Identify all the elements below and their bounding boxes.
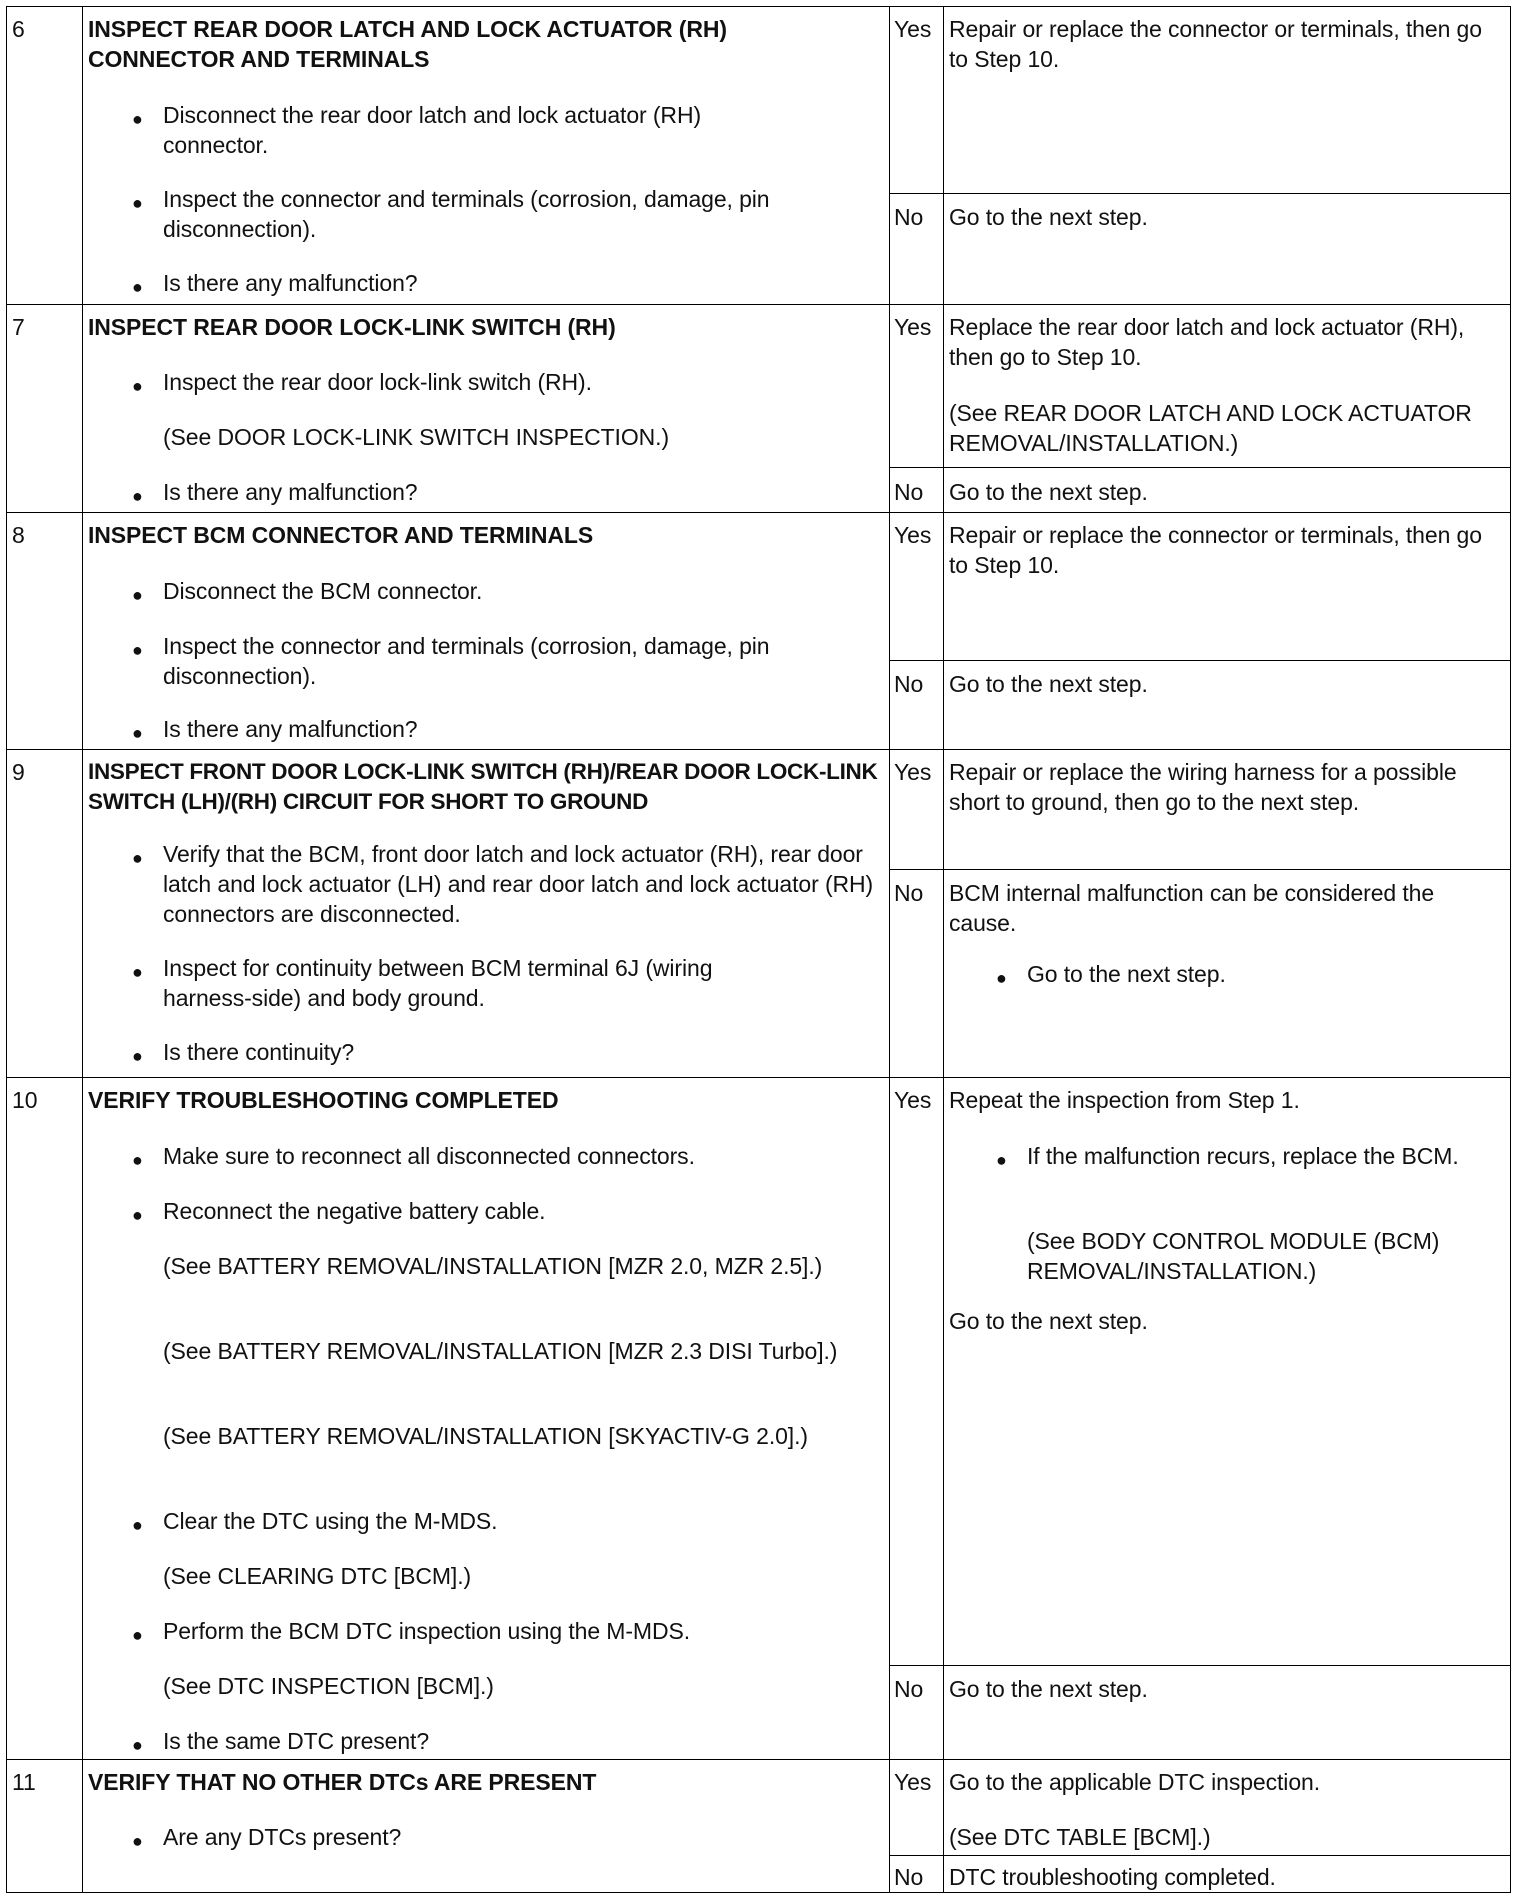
- no-action: Go to the next step.: [949, 1676, 1148, 1702]
- bullet-icon: ●: [132, 585, 143, 605]
- yes-no-divider: [889, 869, 1511, 870]
- bullet-icon: ●: [132, 1735, 143, 1755]
- column-divider: [82, 6, 83, 1893]
- no-label: No: [894, 204, 924, 230]
- no-action: Go to the next step.: [949, 204, 1148, 230]
- row-divider: [6, 1077, 1511, 1078]
- bullet-icon: ●: [132, 723, 143, 743]
- step-number: 10: [12, 1087, 38, 1113]
- reference-text: (See REAR DOOR LATCH AND LOCK ACTUATOR REMOVAL/INSTALLATION.): [949, 400, 1472, 456]
- step-title: VERIFY THAT NO OTHER DTCs ARE PRESENT: [88, 1769, 597, 1795]
- yes-no-divider: [889, 1855, 1511, 1856]
- no-label: No: [894, 671, 924, 697]
- row-divider: [6, 749, 1511, 750]
- reference-text: (See DOOR LOCK-LINK SWITCH INSPECTION.): [163, 424, 669, 450]
- step-item: Make sure to reconnect all disconnected connectors.: [163, 1143, 695, 1169]
- no-label: No: [894, 479, 924, 505]
- yes-label: Yes: [894, 1087, 932, 1113]
- bullet-icon: ●: [132, 193, 143, 213]
- row-divider: [6, 1759, 1511, 1760]
- step-item: Is there any malfunction?: [163, 716, 418, 742]
- yes-no-divider: [889, 1665, 1511, 1666]
- step-item: Inspect the connector and terminals (corrosion, damage, pin disconnection).: [163, 633, 770, 689]
- step-item: Perform the BCM DTC inspection using the M-MDS.: [163, 1618, 691, 1644]
- no-action: Go to the next step.: [949, 479, 1148, 505]
- yes-no-divider: [889, 467, 1511, 468]
- step-number: 8: [12, 522, 25, 548]
- step-item: Clear the DTC using the M-MDS.: [163, 1508, 498, 1534]
- yes-action: Repair or replace the wiring harness for a possible short to ground, then go to the next step.: [949, 759, 1457, 815]
- no-label: No: [894, 1864, 924, 1890]
- reference-text: (See DTC TABLE [BCM].): [949, 1824, 1211, 1850]
- step-title: INSPECT REAR DOOR LATCH AND LOCK ACTUATOR (RH) CONNECTOR AND TERMINALS: [88, 16, 727, 72]
- row-divider: [6, 512, 1511, 513]
- step-title: INSPECT REAR DOOR LOCK-LINK SWITCH (RH): [88, 314, 616, 340]
- reference-text: (See BATTERY REMOVAL/INSTALLATION [MZR 2.3 DISI Turbo].): [163, 1338, 838, 1364]
- step-title: INSPECT FRONT DOOR LOCK-LINK SWITCH (RH)/REAR DOOR LOCK-LINK SWITCH (LH)/(RH) CIRCUIT FOR SHORT TO GROUND: [88, 759, 878, 814]
- step-title: INSPECT BCM CONNECTOR AND TERMINALS: [88, 522, 594, 548]
- reference-text: (See BATTERY REMOVAL/INSTALLATION [MZR 2.0, MZR 2.5].): [163, 1253, 823, 1279]
- yes-action: Repeat the inspection from Step 1.: [949, 1087, 1300, 1113]
- yes-no-divider: [889, 193, 1511, 194]
- step-number: 9: [12, 759, 25, 785]
- step-item: Inspect the connector and terminals (corrosion, damage, pin disconnection).: [163, 186, 770, 242]
- yes-action: Repair or replace the connector or terminals, then go to Step 10.: [949, 16, 1482, 72]
- reference-text: (See BODY CONTROL MODULE (BCM) REMOVAL/INSTALLATION.): [1027, 1228, 1440, 1284]
- step-item: Inspect the rear door lock-link switch (RH).: [163, 369, 592, 395]
- bullet-icon: ●: [132, 277, 143, 297]
- step-item: Disconnect the BCM connector.: [163, 578, 483, 604]
- bullet-icon: ●: [132, 1625, 143, 1645]
- bullet-icon: ●: [996, 1150, 1007, 1170]
- step-number: 7: [12, 314, 25, 340]
- reference-text: (See CLEARING DTC [BCM].): [163, 1563, 472, 1589]
- yes-action: Go to the applicable DTC inspection.: [949, 1769, 1320, 1795]
- row-divider: [6, 304, 1511, 305]
- bullet-icon: ●: [996, 968, 1007, 988]
- bullet-icon: ●: [132, 1205, 143, 1225]
- step-item: Is there any malfunction?: [163, 270, 418, 296]
- step-item: Disconnect the rear door latch and lock actuator (RH) connector.: [163, 102, 702, 158]
- step-item: Verify that the BCM, front door latch and lock actuator (RH), rear door latch and lock actuator (LH) and rear door latch and lock actuator (RH) connectors are disconnected.: [163, 841, 874, 927]
- yes-label: Yes: [894, 1769, 932, 1795]
- step-number: 11: [12, 1769, 36, 1795]
- column-divider: [943, 6, 944, 1893]
- reference-text: (See BATTERY REMOVAL/INSTALLATION [SKYACTIV-G 2.0].): [163, 1423, 808, 1449]
- step-number: 6: [12, 16, 25, 42]
- step-item: Is there continuity?: [163, 1039, 355, 1065]
- step-title: VERIFY TROUBLESHOOTING COMPLETED: [88, 1087, 559, 1113]
- no-action: DTC troubleshooting completed.: [949, 1864, 1276, 1890]
- yes-bullet-item: If the malfunction recurs, replace the BCM.: [1027, 1143, 1459, 1169]
- bullet-icon: ●: [132, 640, 143, 660]
- reference-text: (See DTC INSPECTION [BCM].): [163, 1673, 494, 1699]
- no-bullet-item: Go to the next step.: [1027, 961, 1226, 987]
- step-item: Reconnect the negative battery cable.: [163, 1198, 546, 1224]
- bullet-icon: ●: [132, 109, 143, 129]
- no-action: Go to the next step.: [949, 671, 1148, 697]
- yes-label: Yes: [894, 16, 932, 42]
- step-item: Is the same DTC present?: [163, 1728, 430, 1754]
- no-action: BCM internal malfunction can be considered the cause.: [949, 880, 1435, 936]
- no-label: No: [894, 1676, 924, 1702]
- bullet-icon: ●: [132, 1150, 143, 1170]
- step-item: Inspect for continuity between BCM terminal 6J (wiring harness-side) and body ground.: [163, 955, 713, 1011]
- yes-action: Repair or replace the connector or terminals, then go to Step 10.: [949, 522, 1482, 578]
- bullet-icon: ●: [132, 1831, 143, 1851]
- yes-after-text: Go to the next step.: [949, 1308, 1148, 1334]
- bullet-icon: ●: [132, 376, 143, 396]
- step-item: Are any DTCs present?: [163, 1824, 402, 1850]
- troubleshooting-table: [6, 6, 1514, 1896]
- yes-label: Yes: [894, 314, 932, 340]
- step-item: Is there any malfunction?: [163, 479, 418, 505]
- bullet-icon: ●: [132, 1515, 143, 1535]
- yes-label: Yes: [894, 759, 932, 785]
- no-label: No: [894, 880, 924, 906]
- bullet-icon: ●: [132, 1046, 143, 1066]
- bullet-icon: ●: [132, 848, 143, 868]
- yes-no-divider: [889, 660, 1511, 661]
- yes-action: Replace the rear door latch and lock actuator (RH), then go to Step 10.: [949, 314, 1465, 370]
- column-divider: [889, 6, 890, 1893]
- yes-label: Yes: [894, 522, 932, 548]
- bullet-icon: ●: [132, 962, 143, 982]
- bullet-icon: ●: [132, 486, 143, 506]
